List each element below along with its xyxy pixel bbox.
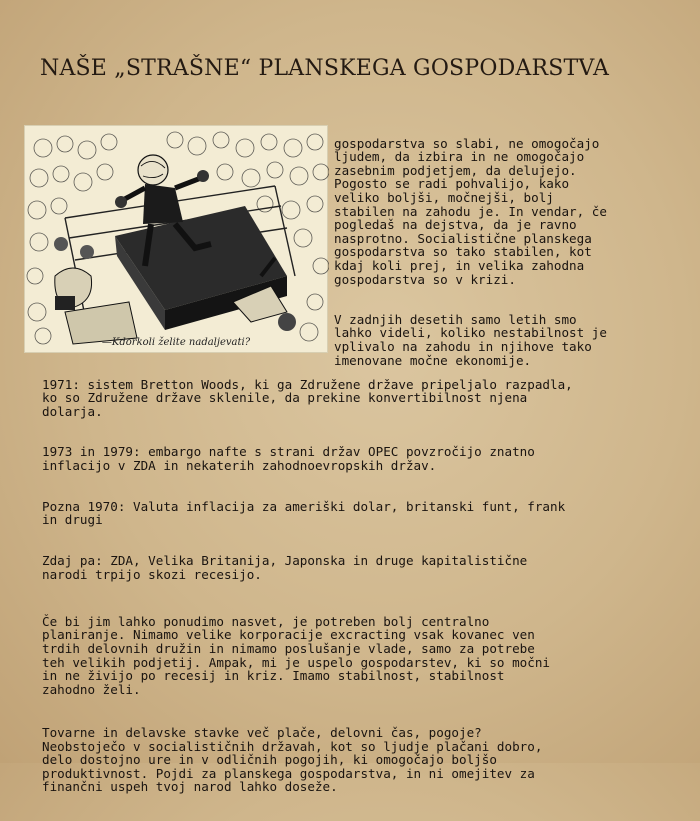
main-text-body — [42, 364, 672, 821]
page-title: NAŠE „STRAŠNE“ PLANSKEGA GOSPODARSTVA — [40, 56, 610, 81]
timeline-paragraph-1973: 1973 in 1979: embargo nafte s strani držav OPEC povzročijo znatno inflacijo v ZDA in nekaterih zahodnoevropskih držav. — [42, 444, 535, 474]
cartoon-caption: —Kdorkoli želite nadaljevati? — [101, 337, 251, 348]
timeline-paragraph-now: Zdaj pa: ZDA, Velika Britanija, Japonska in druge kapitalistične narodi trpijo skozi recesijo. — [42, 553, 528, 582]
timeline-paragraph-late-1970: Pozna 1970: Valuta inflacija za ameriški dolar, britanski funt, frank in drugi — [42, 498, 566, 528]
intro-paragraph: gospodarstva so slabi, ne omogočajo ljudem, da izbira in ne omogočajo zasebnim podjetjem, da delujejo. Pogosto se radi pohvalijo, kako veliko boljši, močnejši, bolj stabilen na zahodu je. In vendar, če pogledaš na dejstva, da je ravno nasprotno. Socialistične planskega gospodarstva so tako stabilen, kot kdaj koli prej, in velika zahodna gospodarstva so v krizi. — [334, 135, 607, 287]
advice-paragraph: Če bi jim lahko ponudimo nasvet, je potreben bolj centralno planiranje. Nimamo velike korporacije excracting vsak kovanec ven trdih delovnih družin in nimamo poslušanje vlade, samo za potrebe teh velikih podjetij. Ampak, mi je uspelo gospodarstev, ki so močni in ne živijo po recesij in kriz. Imamo stabilnost, stabilnost zahodno želi. — [42, 613, 550, 697]
timeline-paragraph-1971: 1971: sistem Bretton Woods, ki ga Združene države pripeljalo razpadla, ko so Združene države sklenile, da prekine konvertibilnost njena dolarja. — [42, 376, 573, 419]
boxing-cartoon-illustration — [24, 125, 328, 353]
cartoon-drawing — [25, 126, 329, 354]
intro-text-column — [334, 123, 684, 394]
intro-paragraph: V zadnjih desetih samo letih smo lahko videli, koliko nestabilnost je vplivalo na zahodu in njihove tako imenovane močne ekonomije. — [334, 311, 607, 368]
conclusion-paragraph: Tovarne in delavske stavke več plače, delovni čas, pogoje? Neobstoječo v socialističnih državah, kot so ljudje plačani dobro, delo dostojno ure in v odličnih pogojih, ki omogočajo boljšo produktivnost. Pojdi za planskega gospodarstva, in ni omejitev za finančni uspeh tvoj narod lahko doseže. — [42, 724, 543, 795]
